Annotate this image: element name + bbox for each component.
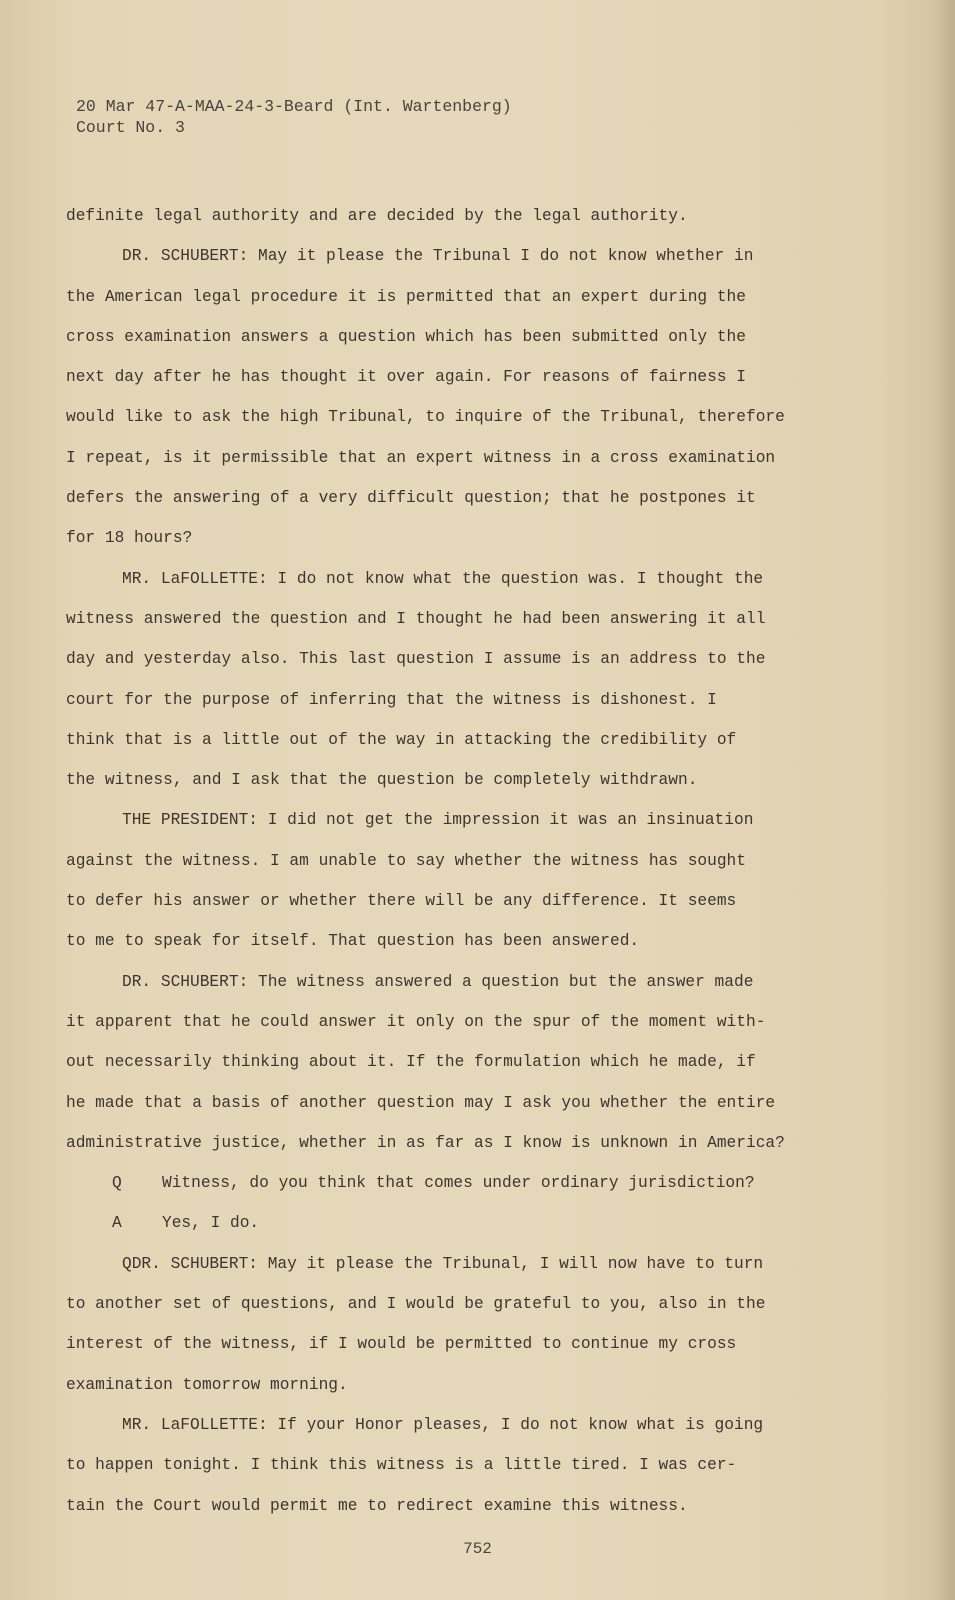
text-line: for 18 hours? [66, 529, 193, 548]
paragraph-continuation [66, 196, 826, 236]
answer-row [66, 1203, 826, 1243]
page-number: 752 [463, 1540, 492, 1558]
text-line: DR. SCHUBERT: The witness answered a question but the answer made [122, 972, 754, 991]
text-line: interest of the witness, if I would be permitted to continue my cross [66, 1335, 737, 1354]
text-line: QDR. SCHUBERT: May it please the Tribunal, I will now have to turn [122, 1254, 764, 1273]
question-label: Q [112, 1174, 122, 1193]
text-line: cross examination answers a question which has been submitted only the [66, 327, 746, 346]
text-line: think that is a little out of the way in attacking the credibility of [66, 730, 737, 749]
text-line: DR. SCHUBERT: May it please the Tribunal I do not know whether in [122, 247, 754, 266]
answer-text: Yes, I do. [162, 1214, 260, 1233]
transcript-body [66, 196, 826, 1526]
text-line: to another set of questions, and I would be grateful to you, also in the [66, 1295, 766, 1314]
text-line: MR. LaFOLLETTE: I do not know what the question was. I thought the [122, 569, 764, 588]
text-line: it apparent that he could answer it only on the spur of the moment with- [66, 1012, 766, 1031]
paragraph-lafollette-2 [66, 1405, 826, 1526]
text-line: THE PRESIDENT: I did not get the impression it was an insinuation [122, 811, 754, 830]
text-line: he made that a basis of another question may I ask you whether the entire [66, 1093, 776, 1112]
text-line: the American legal procedure it is permitted that an expert during the [66, 287, 746, 306]
page-edge-shadow [933, 0, 955, 1600]
header-case-line: 20 Mar 47-A-MAA-24-3-Beard (Int. Wartenberg) [76, 97, 512, 116]
text-line: the witness, and I ask that the question be completely withdrawn. [66, 771, 698, 790]
text-line: court for the purpose of inferring that the witness is dishonest. I [66, 690, 717, 709]
text-line: out necessarily thinking about it. If the formulation which he made, if [66, 1053, 756, 1072]
text-line: to defer his answer or whether there will be any difference. It seems [66, 892, 737, 911]
text-line: defers the answering of a very difficult question; that he postpones it [66, 489, 756, 508]
paragraph-president [66, 800, 826, 961]
text-line: to me to speak for itself. That question has been answered. [66, 932, 640, 951]
paragraph-schubert-2 [66, 962, 826, 1163]
text-line: day and yesterday also. This last question I assume is an address to the [66, 650, 766, 669]
question-row [66, 1163, 826, 1203]
text-line: examination tomorrow morning. [66, 1375, 348, 1394]
paragraph-schubert-3 [66, 1244, 826, 1405]
answer-label: A [112, 1214, 122, 1233]
text-line: would like to ask the high Tribunal, to inquire of the Tribunal, therefore [66, 408, 785, 427]
text-line: I repeat, is it permissible that an expert witness in a cross examination [66, 448, 776, 467]
header-court-line: Court No. 3 [76, 118, 185, 137]
text-line: MR. LaFOLLETTE: If your Honor pleases, I do not know what is going [122, 1415, 764, 1434]
text-line: witness answered the question and I thought he had been answering it all [66, 609, 766, 628]
text-line: to happen tonight. I think this witness is a little tired. I was cer- [66, 1456, 737, 1475]
text-line: against the witness. I am unable to say whether the witness has sought [66, 851, 746, 870]
text-line: definite legal authority and are decided by the legal authority. [66, 207, 688, 225]
paragraph-schubert-1 [66, 236, 826, 558]
paragraph-lafollette-1 [66, 559, 826, 801]
text-line: next day after he has thought it over again. For reasons of fairness I [66, 368, 746, 387]
text-line: tain the Court would permit me to redirect examine this witness. [66, 1496, 688, 1515]
text-line: administrative justice, whether in as far as I know is unknown in America? [66, 1133, 785, 1152]
document-header [76, 96, 512, 138]
question-text: Witness, do you think that comes under ordinary jurisdiction? [162, 1174, 755, 1193]
